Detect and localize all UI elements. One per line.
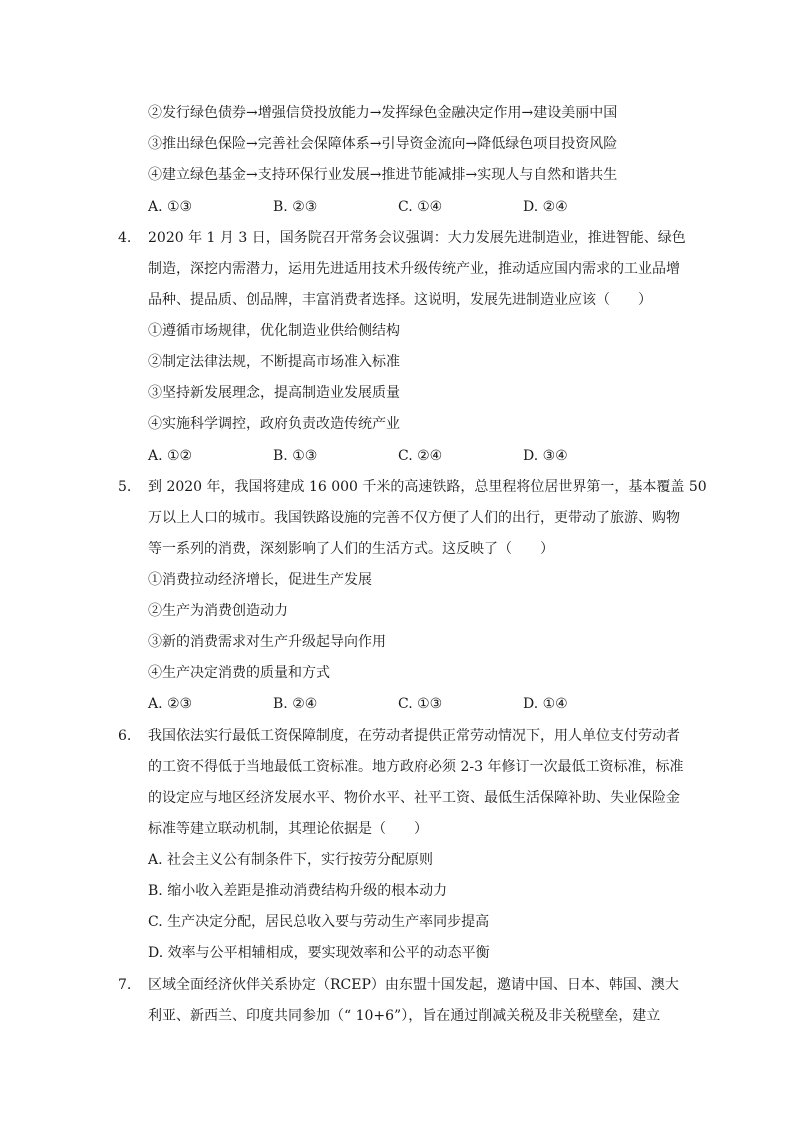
question-number: 4. <box>118 230 132 246</box>
question-stem-line: 到 2020 年，我国将建成 16 000 千米的高速铁路，总里程将位居世界第一，基本覆盖 50 <box>148 479 707 495</box>
option-c: C. ①④ <box>398 199 443 215</box>
question-stem-line: 2020 年 1 月 3 日，国务院召开常务会议强调：大力发展先进制造业，推进智能、绿色 <box>148 230 686 246</box>
statement-4: ④实施科学调控，政府负责改造传统产业 <box>148 416 400 432</box>
question-number: 5. <box>118 479 132 495</box>
option-b: B. ②④ <box>273 696 318 712</box>
statement-3: ③坚持新发展理念，提高制造业发展质量 <box>148 385 400 401</box>
question-number: 6. <box>118 728 132 744</box>
option-d: D. 效率与公平相辅相成，要实现效率和公平的动态平衡 <box>148 945 490 961</box>
statement-2: ②生产为消费创造动力 <box>148 603 288 619</box>
statement-2: ②发行绿色债券→增强信贷投放能力→发挥绿色金融决定作用→建设美丽中国 <box>148 105 618 121</box>
option-d: D. ③④ <box>523 448 568 464</box>
statement-2: ②制定法律法规，不断提高市场准入标准 <box>148 354 400 370</box>
question-stem-line: 标准等建立联动机制，其理论依据是（ ） <box>148 821 428 837</box>
option-a: A. ②③ <box>148 696 193 712</box>
option-b: B. ②③ <box>273 199 318 215</box>
option-d: D. ②④ <box>523 199 568 215</box>
option-a: A. ①② <box>148 448 193 464</box>
question-stem-line: 区域全面经济伙伴关系协定（RCEP）由东盟十国发起，邀请中国、日本、韩国、澳大 <box>148 977 679 993</box>
statement-1: ①消费拉动经济增长，促进生产发展 <box>148 572 372 588</box>
option-a: A. ①③ <box>148 199 193 215</box>
statement-3: ③推出绿色保险→完善社会保障体系→引导资金流向→降低绿色项目投资风险 <box>148 136 618 152</box>
option-d: D. ①④ <box>523 696 568 712</box>
question-stem-line: 品种、提品质、创品牌，丰富消费者选择。这说明，发展先进制造业应该（ ） <box>148 292 652 308</box>
statement-1: ①遵循市场规律，优化制造业供给侧结构 <box>148 323 400 339</box>
question-stem-line: 的工资不得低于当地最低工资标准。地方政府必须 2-3 年修订一次最低工资标准，标准 <box>148 759 684 775</box>
question-number: 7. <box>118 977 132 993</box>
statement-4: ④生产决定消费的质量和方式 <box>148 665 330 681</box>
question-stem-line: 等一系列的消费，深刻影响了人们的生活方式。这反映了（ ） <box>148 541 554 557</box>
question-stem-line: 我国依法实行最低工资保障制度，在劳动者提供正常劳动情况下，用人单位支付劳动者 <box>148 728 680 744</box>
statement-4: ④建立绿色基金→支持环保行业发展→推进节能减排→实现人与自然和谐共生 <box>148 167 618 183</box>
option-c: C. ②④ <box>398 448 443 464</box>
option-b: B. 缩小收入差距是推动消费结构升级的根本动力 <box>148 883 448 899</box>
question-stem-line: 的设定应与地区经济发展水平、物价水平、社平工资、最低生活保障补助、失业保险金 <box>148 790 680 806</box>
question-stem-line: 万以上人口的城市。我国铁路设施的完善不仅方便了人们的出行，更带动了旅游、购物 <box>148 510 680 526</box>
answer-options <box>148 446 628 466</box>
question-stem-line: 利亚、新西兰、印度共同参加（“ 10+6”），旨在通过削减关税及非关税壁垒，建立 <box>148 1008 661 1024</box>
question-stem-line: 制造，深挖内需潜力，运用先进适用技术升级传统产业，推动适应国内需求的工业品增 <box>148 261 680 277</box>
option-b: B. ①③ <box>273 448 318 464</box>
answer-options <box>148 694 628 714</box>
option-c: C. ①③ <box>398 696 443 712</box>
option-a: A. 社会主义公有制条件下，实行按劳分配原则 <box>148 852 434 868</box>
statement-3: ③新的消费需求对生产升级起导向作用 <box>148 634 386 650</box>
option-c: C. 生产决定分配，居民总收入要与劳动生产率同步提高 <box>148 914 490 930</box>
answer-options <box>148 197 628 217</box>
